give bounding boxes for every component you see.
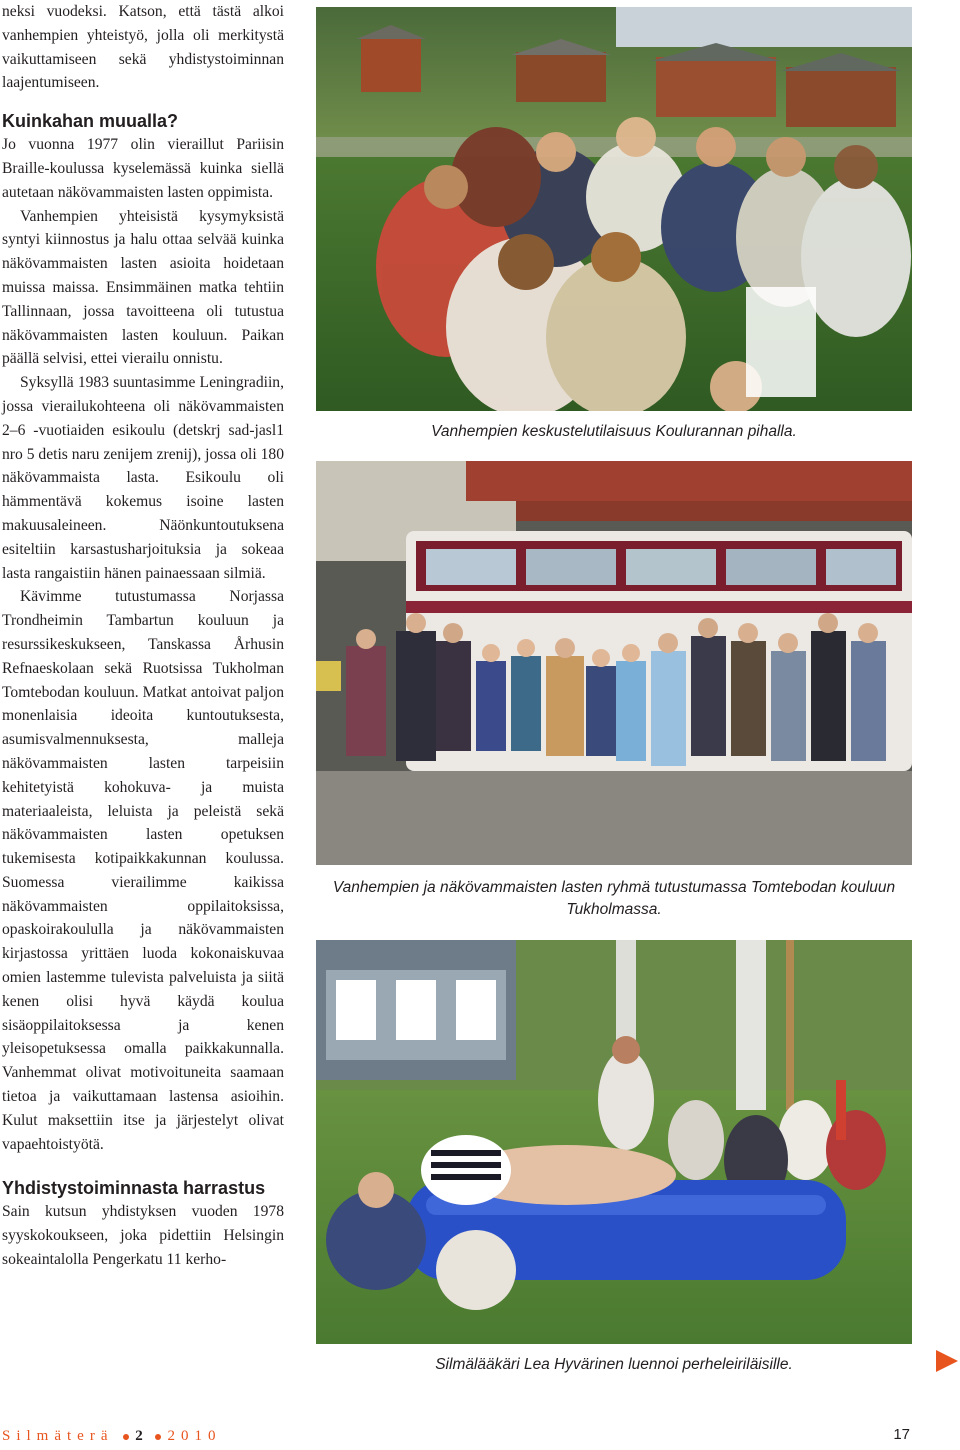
paragraph: neksi vuodeksi. Katson, että tästä alkoi vanhempien yhteistyö, jolla oli merkitystä vaikuttamiseen sekä yhdistystoiminnan laajentumiseen. [2,3,284,92]
paragraph: Syksyllä 1983 suuntasimme Leningradiin, jossa vierailukohteena oli näkövammaisten 2–6 -vuotiaiden esikoulu (detskrj sad-jasl1 nro 5 detis naru zenijem zrenij), jossa oli 180 näkövammaista lasta. Esikoulu oli hämmentävä kokemus isoine lasten makuusaleineen. Näönkuntoutuksena esiteltiin karsastusharjoituksia ja sokeaa lasta rangaistiin hänen painaessaan silmiä. [2,374,284,582]
separator-dot-icon [123,1434,129,1440]
page-footer [0,1426,960,1450]
page-number: 17 [893,1426,910,1443]
photo-caption: Vanhempien ja näkövammaisten lasten ryhmä tutustumassa Tomtebodan kouluun Tukholmassa. [332,879,896,918]
issue-year: 2010 [167,1428,222,1444]
publication-info [2,1428,221,1445]
separator-dot-icon [155,1434,161,1440]
article-text-column [2,0,284,1272]
publication-name: Silmäterä [2,1428,114,1444]
photo-caption: Vanhempien keskustelutilaisuus Koulurannan pihalla. [431,423,797,440]
photo-group-tomteboda [316,461,912,865]
paragraph: Sain kutsun yhdistyksen vuoden 1978 syyskokoukseen, joka pidettiin Helsingin sokeaintalolla Pengerkatu 11 kerho- [2,1203,284,1269]
photo-family-camp-lecture [316,940,912,1344]
issue-number: 2 [135,1428,146,1444]
photo-parents-discussion [316,7,912,411]
paragraph: Vanhempien yhteisistä kysymyksistä syntyi kiinnostus ja halu ottaa selvää kuinka näkövammaisten lasten asioita hoidetaan muissa maissa. Ensimmäinen matka tehtiin Tallinnaan, jossa tavoitteena oli tutustua näkövammaisten lasten kouluun. Paikan päällä selvisi, ettei vierailu onnistu. [2,207,284,368]
paragraph: Jo vuonna 1977 olin vieraillut Pariisin Braille-koulussa kyselemässä kuinka siellä autetaan näkövammaisten lasten oppimista. [2,136,284,201]
continue-arrow-icon [936,1350,958,1372]
paragraph: Kävimme tutustumassa Norjassa Trondheimin Tambartun kouluun ja resurssikeskukseen, Tanskassa Århusin Refnaeskolaan sekä Ruotsissa Tukholman Tomtebodan kouluun. Matkat antoivat paljon monenlaisia ideoita kuntoutuksesta, asumisvalmennuksesta, malleja näkövammaisten lasten tarpeisiin kehitetyistä kohokuva- ja muista materiaaleista, leluista ja peleistä sekä näkövammaisten lasten opetuksen tukemisesta kotipaikkakunnan koulussa. Suomessa vierailimme kaikissa näkövammaisten oppilaitoksissa, opaskoirakoululla ja näkövammaisten kirjastossa yrittäen luoda kokonaiskuvaa omien lastemme tulevista palveluista ja siitä kenen olisi hyvä käydä koulua sisäoppilaitoksessa ja kenen yleisopetuksessa omalla paikkakunnalla. Vanhemmat olivat motivoituneita saamaan tietoa ja vaikuttamaan lastensa asioihin. Kulut maksettiin itse ja järjestelyt olivat vapaehtoistyötä. [2,588,284,1153]
section-heading-kuinkahan-muualla: Kuinkahan muualla? [2,111,179,132]
photo-caption: Silmälääkäri Lea Hyvärinen luennoi perheleiriläisille. [435,1356,793,1373]
section-heading-yhdistystoiminnasta: Yhdistystoiminnasta harrastus [2,1178,266,1199]
